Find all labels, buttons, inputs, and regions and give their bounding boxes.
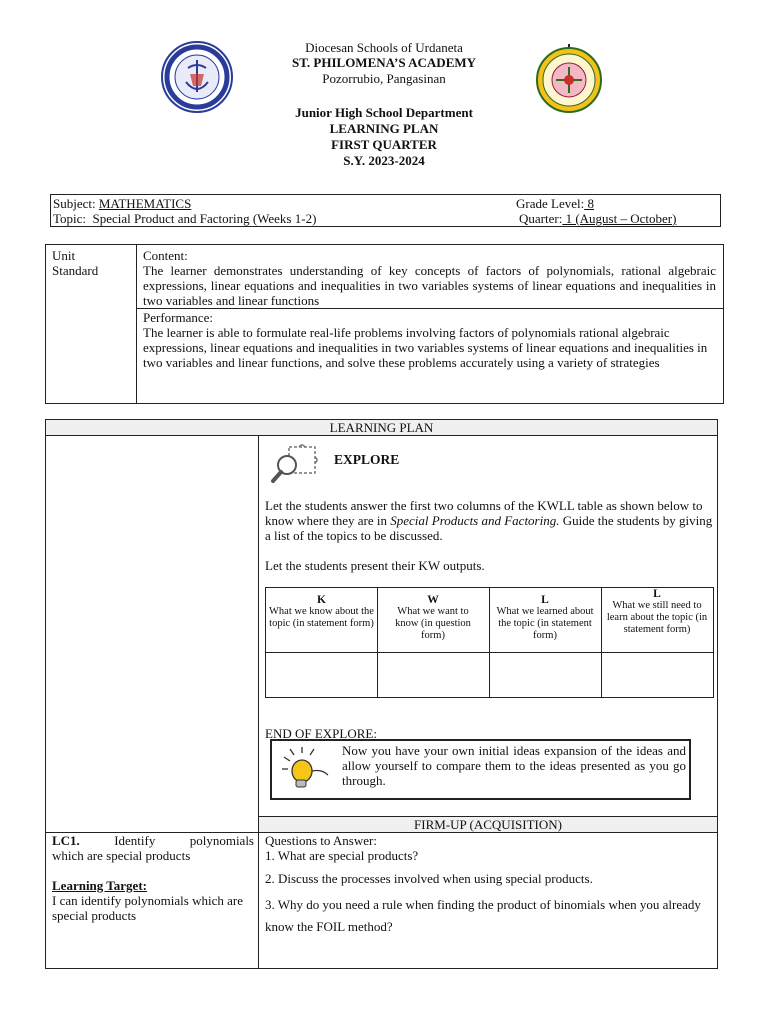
kwll-col-k [266, 594, 377, 630]
explore-text-b: Guide the students by giving a list of the topics to be discussed. [265, 513, 713, 543]
content-label: Content: [143, 248, 188, 263]
lc1-row-2: which are special products [52, 848, 191, 863]
magnifier-puzzle-icon [269, 443, 321, 487]
info-table [50, 194, 721, 227]
explore-present: Let the students present their KW outputs. [265, 558, 485, 573]
school-year: S.Y. 2023-2024 [343, 153, 425, 168]
learning-plan-table [45, 419, 718, 969]
topic-row [53, 211, 503, 226]
diocese-name: Diocesan Schools of Urdaneta [305, 40, 463, 55]
kwll-letter: W [427, 594, 439, 606]
content-text: The learner demonstrates understanding of key concepts of factors of polynomials, rational algebraic expressions, linear equations and inequalities in two variables systems of linear equations and inequalities in two variables and linear functions [143, 263, 716, 308]
kwll-letter: K [317, 594, 326, 606]
quarter-row [519, 211, 719, 226]
question-2: 2. Discuss the processes involved when using special products. [265, 871, 593, 886]
kwll-col-l2 [601, 588, 713, 636]
lc-text-1: Identify polynomials [114, 833, 254, 848]
performance-label: Performance: [143, 310, 214, 325]
grade-row [516, 196, 716, 211]
school-name: ST. PHILOMENA’S ACADEMY [291, 55, 477, 70]
explore-text-em: Special Products and Factoring. [390, 513, 560, 528]
idea-text: Now you have your own initial ideas expansion of the ideas and allow yourself to compare them to the ideas presented as you go through. [342, 743, 686, 788]
kwll-desc: What we know about the topic (in statement form) [269, 606, 374, 629]
learning-target-label: Learning Target: [52, 878, 147, 893]
grade-label: Grade Level: [516, 196, 585, 211]
kwll-letter: L [541, 594, 549, 606]
kwll-desc: What we still need to learn about the topic (in statement form) [606, 600, 708, 635]
grade-value: 8 [584, 196, 594, 211]
question-3: 3. Why do you need a rule when finding the product of binomials when you already know the FOIL method? [265, 897, 701, 934]
questions-label: Questions to Answer: [265, 833, 377, 848]
subject-value: MATHEMATICS [98, 196, 192, 211]
unit-label: Unit [52, 248, 76, 263]
lightbulb-icon [282, 747, 334, 791]
plan-title: LEARNING PLAN [329, 121, 439, 136]
subject-row [53, 196, 503, 211]
explore-title: EXPLORE [334, 452, 400, 467]
quarter-title: FIRST QUARTER [331, 137, 437, 152]
topic-label: Topic: [53, 211, 87, 226]
performance-standard [143, 310, 716, 370]
kwll-desc: What we want to know (in question form) [395, 606, 471, 641]
content-standard [143, 248, 716, 308]
kwll-desc: What we learned about the topic (in statement form) [496, 606, 594, 641]
explore-instructions [265, 498, 713, 543]
end-of-explore: END OF EXPLORE: [265, 726, 377, 741]
lc-code: LC1. [52, 833, 80, 848]
quarter-value: 1 (August – October) [562, 211, 677, 226]
kwll-col-w [377, 594, 489, 642]
standard-table [45, 244, 724, 404]
subject-label: Subject: [53, 196, 96, 211]
performance-text: The learner is able to formulate real-life problems involving factors of polynomials rational algebraic expressions, linear equations and inequalities in two variables systems of linear equations and inequalities in two variables and linear functions, and solve these problems accurately using a variety of strategies [143, 325, 708, 370]
idea-box [270, 739, 691, 800]
kwll-table [265, 587, 714, 698]
learning-plan-title: LEARNING PLAN [45, 419, 718, 436]
lc1-row [52, 833, 254, 848]
learning-target-text: I can identify polynomials which are special products [52, 893, 243, 923]
kwll-letter: L [653, 588, 661, 600]
standard-label: Standard [52, 263, 99, 278]
explore-text-a: Let the students answer the first two columns of the KWLL table as shown below to know where they are in [265, 498, 703, 528]
firmup-title: FIRM-UP (ACQUISITION) [258, 816, 718, 833]
topic-value: Special Product and Factoring (Weeks 1-2) [92, 211, 317, 226]
unit-standard-label [52, 248, 134, 278]
question-1: 1. What are special products? [265, 848, 419, 863]
department: Junior High School Department [295, 105, 473, 120]
kwll-col-l1 [489, 594, 601, 642]
school-town: Pozorrubio, Pangasinan [322, 71, 446, 86]
quarter-label: Quarter: [519, 211, 563, 226]
